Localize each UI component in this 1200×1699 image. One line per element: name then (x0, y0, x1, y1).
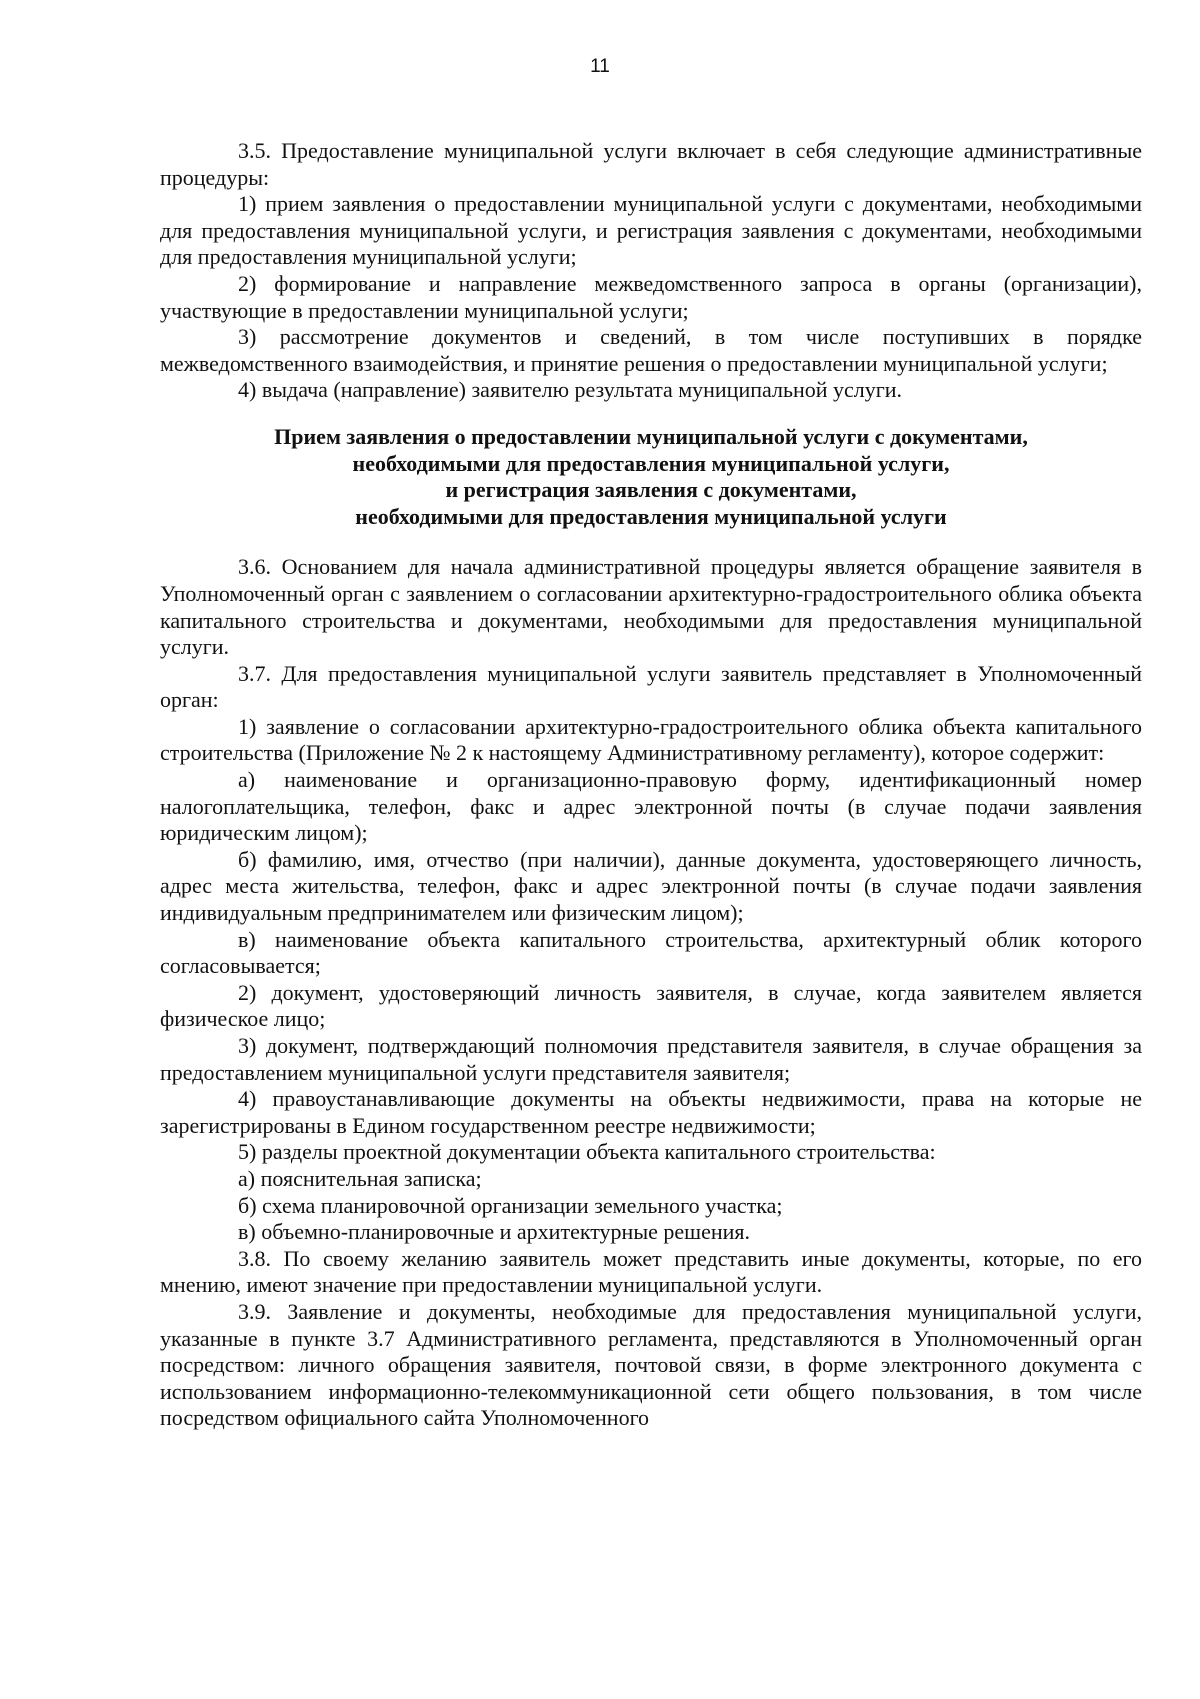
list-item: 4) выдача (направление) заявителю результата муниципальной услуги. (238, 377, 903, 403)
paragraph: 3.9. Заявление и документы, необходимые для предоставления муниципальной услуги, указанные в пункте 3.7 Административного регламента, представляются в Уполномоченный орган посредством: личного обращения заявителя, почтовой связи, в форме электронного документа с использованием информационно-телекоммуникационной сети общего пользования, в том числе посредством официального сайта Уполномоченного (160, 1298, 1142, 1431)
list-item: 5) разделы проектной документации объекта капитального строительства: (238, 1139, 936, 1165)
list-item: 1) прием заявления о предоставлении муниципальной услуги с документами, необходимыми для предоставления муниципальной услуги, и регистрация заявления с документами, необходимыми для предоставления муниципальной услуги; (160, 191, 1142, 270)
section-heading-line: и регистрация заявления с документами, (445, 477, 857, 503)
list-item: 3) документ, подтверждающий полномочия представителя заявителя, в случае обращения за предоставлением муниципальной услуги представителя заявителя; (160, 1033, 1142, 1085)
section-body (160, 554, 1142, 1432)
paragraph: 3.8. По своему желанию заявитель может представить иные документы, которые, по его мнению, имеют значение при предоставлении муниципальной услуги. (160, 1245, 1142, 1298)
section-heading-line: необходимыми для предоставления муниципальной услуги, (352, 450, 950, 476)
list-item: 2) документ, удостоверяющий личность заявителя, в случае, когда заявителем является физическое лицо; (160, 979, 1142, 1032)
paragraph: 3.5. Предоставление муниципальной услуги включает в себя следующие административные процедуры: (160, 138, 1142, 190)
list-item: б) схема планировочной организации земельного участка; (238, 1192, 783, 1218)
list-item: 1) заявление о согласовании архитектурно-градостроительного облика объекта капитального строительства (Приложение № 2 к настоящему Административному регламенту), которое содержит: (160, 713, 1142, 766)
list-item: 4) правоустанавливающие документы на объекты недвижимости, права на которые не зарегистрированы в Едином государственном реестре недвижимости; (160, 1086, 1142, 1138)
paragraph: 3.6. Основанием для начала административной процедуры является обращение заявителя в Уполномоченный орган с заявлением о согласовании архитектурно-градостроительного облика объекта капитального строительства и документами, необходимыми для предоставления муниципальной услуги. (160, 554, 1142, 660)
list-item: 3) рассмотрение документов и сведений, в том числе поступивших в порядке межведомственного взаимодействия, и принятие решения о предоставлении муниципальной услуги; (160, 324, 1142, 376)
procedures-list (160, 138, 1142, 404)
list-item: а) пояснительная записка; (238, 1165, 482, 1191)
list-item: в) наименование объекта капитального строительства, архитектурный облик которого согласовывается; (160, 926, 1142, 979)
list-item: 2) формирование и направление межведомственного запроса в органы (организации), участвующие в предоставлении муниципальной услуги; (160, 270, 1142, 323)
list-item: б) фамилию, имя, отчество (при наличии), данные документа, удостоверяющего личность, адрес места жительства, телефон, факс и адрес электронной почты (в случае подачи заявления индивидуальным предпринимателем или физическим лицом); (160, 846, 1142, 926)
list-item: а) наименование и организационно-правовую форму, идентификационный номер налогоплательщика, телефон, факс и адрес электронной почты (в случае подачи заявления юридическим лицом); (160, 767, 1142, 846)
paragraph: 3.7. Для предоставления муниципальной услуги заявитель представляет в Уполномоченный орган: (160, 660, 1142, 713)
section-heading-line: необходимыми для предоставления муниципальной услуги (355, 503, 947, 529)
section-heading (160, 424, 1142, 530)
list-item: в) объемно-планировочные и архитектурные решения. (238, 1219, 751, 1245)
page-number: 11 (590, 56, 610, 77)
document-content (160, 138, 1142, 1432)
section-heading-line: Прием заявления о предоставлении муниципальной услуги с документами, (274, 423, 1028, 449)
